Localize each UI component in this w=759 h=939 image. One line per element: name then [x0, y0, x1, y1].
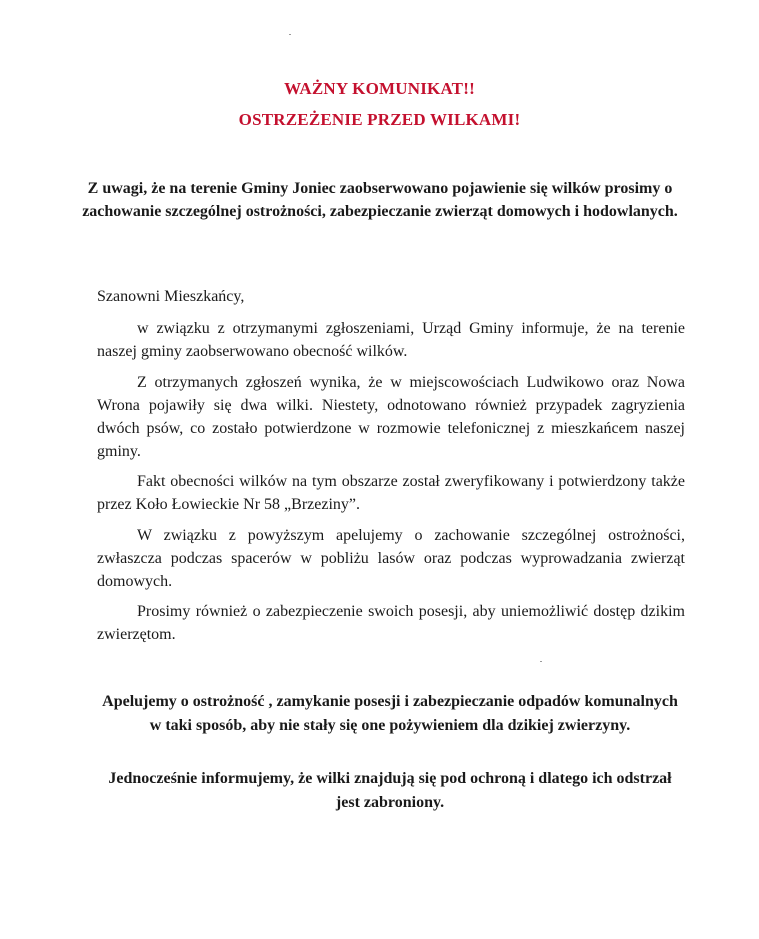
body-paragraph: W związku z powyższym apelujemy o zachowanie szczególnej ostrożności, zwłaszcza podczas spacerów w pobliżu lasów oraz podczas wyprowadzania zwierząt domowych.	[97, 527, 685, 590]
notice-subtitle: OSTRZEŻENIE PRZED WILKAMI!	[238, 110, 521, 129]
scan-speck	[540, 661, 542, 662]
body-paragraph: Fakt obecności wilków na tym obszarze został zweryfikowany i potwierdzony także przez Koło Łowieckie Nr 58 „Brzeziny”.	[97, 473, 685, 513]
scan-speck	[289, 34, 291, 35]
body-paragraph: w związku z otrzymanymi zgłoszeniami, Urząd Gminy informuje, że na terenie naszej gminy zaobserwowano obecność wilków.	[97, 320, 685, 360]
body-paragraph: Prosimy również o zabezpieczenie swoich posesji, aby uniemożliwić dostęp dzikim zwierzętom.	[97, 603, 685, 643]
lead-paragraph: Z uwagi, że na terenie Gminy Joniec zaobserwowano pojawienie się wilków prosimy o zachowanie szczególnej ostrożności, zabezpieczanie zwierząt domowych i hodowlanych.	[82, 180, 678, 220]
closing-protection-note: Jednocześnie informujemy, że wilki znajdują się pod ochroną i dlatego ich odstrzał jest zabroniony.	[108, 770, 672, 811]
notice-title: WAŻNY KOMUNIKAT!!	[284, 79, 475, 98]
closing-appeal: Apelujemy o ostrożność , zamykanie posesji i zabezpieczanie odpadów komunalnych w taki sposób, aby nie stały się one pożywieniem dla dzikiej zwierzyny.	[102, 693, 678, 734]
salutation: Szanowni Mieszkańcy,	[97, 288, 245, 305]
body-paragraph: Z otrzymanych zgłoszeń wynika, że w miejscowościach Ludwikowo oraz Nowa Wrona pojawiły się dwa wilki. Niestety, odnotowano również przypadek zagryzienia dwóch psów, co zostało potwierdzone w rozmowie telefonicznej z mieszkańcem naszej gminy.	[97, 374, 685, 460]
